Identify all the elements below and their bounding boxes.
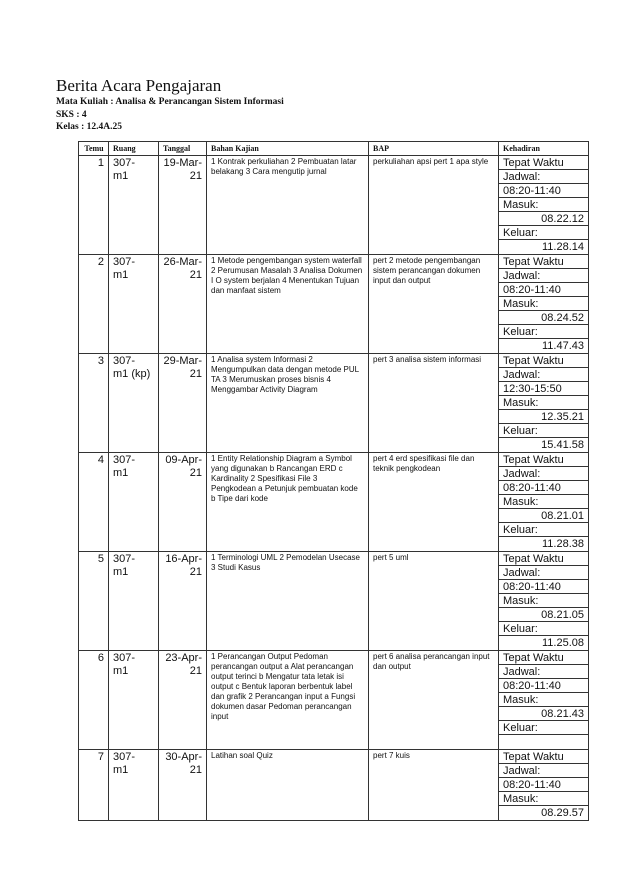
jadwal-label: Jadwal:	[499, 764, 588, 778]
row-ruang: 307- m1	[109, 552, 159, 651]
keluar-time: 11.28.14	[541, 241, 584, 253]
header-bahan-kajian: Bahan Kajian	[207, 142, 369, 156]
jadwal-label: Jadwal:	[499, 368, 588, 382]
row-kehadiran	[499, 453, 589, 552]
header-kehadiran: Kehadiran	[499, 142, 589, 156]
table-row	[79, 453, 589, 552]
keluar-time	[499, 735, 588, 749]
keluar-label: Keluar:	[499, 523, 588, 537]
masuk-time: 08.29.57	[541, 807, 584, 819]
masuk-label: Masuk:	[499, 792, 588, 806]
header-ruang: Ruang	[109, 142, 159, 156]
jadwal-value: 12:30-15:50	[499, 382, 588, 396]
row-kehadiran	[499, 651, 589, 750]
masuk-label: Masuk:	[499, 693, 588, 707]
masuk-label: Masuk:	[499, 297, 588, 311]
row-tanggal: 19-Mar- 21	[159, 156, 207, 255]
jadwal-label: Jadwal:	[499, 269, 588, 283]
masuk-time: 08.21.43	[499, 707, 588, 721]
row-number: 5	[79, 552, 109, 651]
row-ruang: 307- m1	[109, 750, 159, 821]
row-tanggal: 16-Apr- 21	[159, 552, 207, 651]
header-tanggal: Tanggal	[159, 142, 207, 156]
table-row	[79, 750, 589, 821]
keluar-label: Keluar:	[499, 721, 588, 735]
attendance-table	[78, 141, 589, 821]
row-kehadiran	[499, 255, 589, 354]
jadwal-value: 08:20-11:40	[499, 184, 588, 198]
kehadiran-status: Tepat Waktu	[499, 255, 588, 269]
row-tanggal: 29-Mar- 21	[159, 354, 207, 453]
kehadiran-status: Tepat Waktu	[499, 354, 588, 368]
masuk-label: Masuk:	[499, 198, 588, 212]
row-ruang: 307- m1	[109, 255, 159, 354]
row-bap: pert 2 metode pengembangan sistem perancangan dokumen input dan output	[369, 255, 499, 354]
header-bap: BAP	[369, 142, 499, 156]
kehadiran-status: Tepat Waktu	[499, 453, 588, 467]
row-kehadiran	[499, 156, 589, 255]
kehadiran-status: Tepat Waktu	[499, 651, 588, 665]
jadwal-value: 08:20-11:40	[499, 481, 588, 495]
masuk-time: 08.21.05	[499, 608, 588, 622]
kehadiran-status: Tepat Waktu	[499, 750, 588, 764]
row-tanggal: 23-Apr- 21	[159, 651, 207, 750]
row-kehadiran	[499, 354, 589, 453]
row-kehadiran	[499, 552, 589, 651]
keluar-label: Keluar:	[499, 226, 588, 240]
keluar-time: 15.41.58	[541, 439, 584, 451]
jadwal-label: Jadwal:	[499, 467, 588, 481]
jadwal-label: Jadwal:	[499, 665, 588, 679]
table-row	[79, 354, 589, 453]
row-bahan-kajian: 1 Perancangan Output Pedoman perancangan output a Alat perancangan output terinci b Mengatur tata letak isi output c Bentuk laporan berbentuk label dan grafik 2 Perancangan input a Fungsi dokumen dasar Pedoman perancangan input	[207, 651, 369, 750]
masuk-time: 12.35.21	[499, 410, 588, 424]
row-bahan-kajian: 1 Analisa system Informasi 2 Mengumpulkan data dengan metode PUL TA 3 Merumuskan proses bisnis 4 Menggambar Activity Diagram	[207, 354, 369, 453]
row-number: 2	[79, 255, 109, 354]
row-tanggal: 09-Apr- 21	[159, 453, 207, 552]
table-row	[79, 255, 589, 354]
keluar-label: Keluar:	[499, 622, 588, 636]
masuk-time: 08.22.12	[499, 212, 588, 226]
mata-kuliah: Mata Kuliah : Analisa & Perancangan Sistem Informasi	[56, 97, 284, 107]
masuk-time: 08.21.01	[499, 509, 588, 523]
row-ruang: 307- m1	[109, 156, 159, 255]
jadwal-value: 08:20-11:40	[499, 580, 588, 594]
kehadiran-status: Tepat Waktu	[499, 156, 588, 170]
table-row	[79, 552, 589, 651]
keluar-label: Keluar:	[499, 325, 588, 339]
row-bahan-kajian: 1 Metode pengembangan system waterfall 2 Perumusan Masalah 3 Analisa Dokumen I O system berjalan 4 Menentukan Tujuan dan manfaat sistem	[207, 255, 369, 354]
keluar-time: 11.47.43	[541, 340, 584, 352]
row-bap: pert 7 kuis	[369, 750, 499, 821]
masuk-label: Masuk:	[499, 396, 588, 410]
row-bap: perkuliahan apsi pert 1 apa style	[369, 156, 499, 255]
jadwal-value: 08:20-11:40	[499, 679, 588, 693]
sks: SKS : 4	[56, 110, 87, 120]
row-number: 4	[79, 453, 109, 552]
row-bahan-kajian: 1 Kontrak perkuliahan 2 Pembuatan latar belakang 3 Cara mengutip jurnal	[207, 156, 369, 255]
row-number: 3	[79, 354, 109, 453]
header-temu: Temu	[79, 142, 109, 156]
row-number: 7	[79, 750, 109, 821]
row-bap: pert 4 erd spesifikasi file dan teknik pengkodean	[369, 453, 499, 552]
row-bap: pert 6 analisa perancangan input dan output	[369, 651, 499, 750]
row-kehadiran	[499, 750, 589, 821]
masuk-label: Masuk:	[499, 594, 588, 608]
jadwal-label: Jadwal:	[499, 170, 588, 184]
row-bahan-kajian: 1 Terminologi UML 2 Pemodelan Usecase 3 Studi Kasus	[207, 552, 369, 651]
row-bahan-kajian: 1 Entity Relationship Diagram a Symbol yang digunakan b Rancangan ERD c Kardinality 2 Spesifikasi File 3 Pengkodean a Petunjuk pembuatan kode b Tipe dari kode	[207, 453, 369, 552]
masuk-time: 08.24.52	[499, 311, 588, 325]
table-row	[79, 156, 589, 255]
row-ruang: 307- m1	[109, 453, 159, 552]
table-row	[79, 651, 589, 750]
jadwal-value: 08:20-11:40	[499, 778, 588, 792]
table-header-row	[79, 142, 589, 156]
row-tanggal: 26-Mar- 21	[159, 255, 207, 354]
row-bap: pert 5 uml	[369, 552, 499, 651]
row-ruang: 307- m1	[109, 651, 159, 750]
kehadiran-status: Tepat Waktu	[499, 552, 588, 566]
row-bahan-kajian: Latihan soal Quiz	[207, 750, 369, 821]
row-tanggal: 30-Apr- 21	[159, 750, 207, 821]
row-number: 6	[79, 651, 109, 750]
keluar-label: Keluar:	[499, 424, 588, 438]
row-ruang: 307- m1 (kp)	[109, 354, 159, 453]
keluar-time: 11.28.38	[541, 538, 584, 550]
masuk-label: Masuk:	[499, 495, 588, 509]
jadwal-label: Jadwal:	[499, 566, 588, 580]
kelas: Kelas : 12.4A.25	[56, 122, 122, 132]
row-number: 1	[79, 156, 109, 255]
keluar-time: 11.25.08	[541, 637, 584, 649]
row-bap: pert 3 analisa sistem informasi	[369, 354, 499, 453]
document-title: Berita Acara Pengajaran	[56, 76, 222, 95]
jadwal-value: 08:20-11:40	[499, 283, 588, 297]
